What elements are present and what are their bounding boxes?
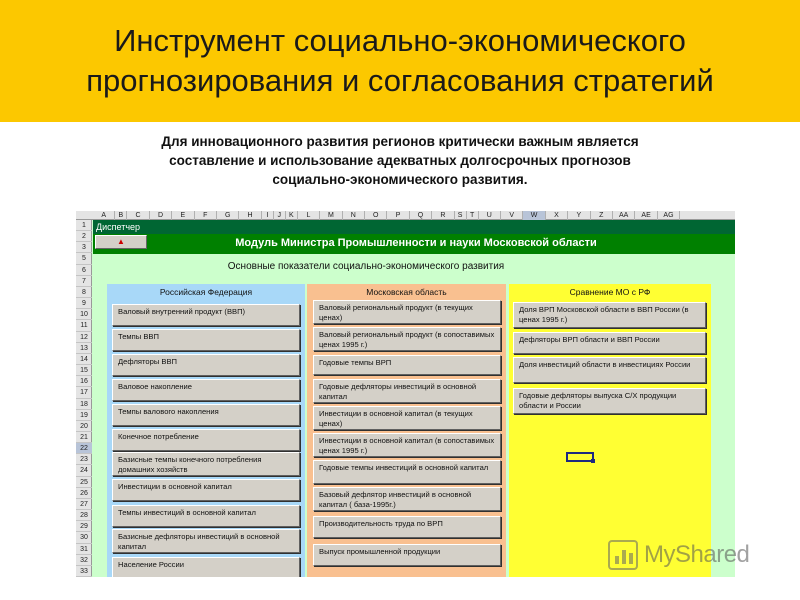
column-header[interactable]: H [239,211,261,220]
indicator-button[interactable]: Годовые дефляторы инвестиций в основной капитал [313,379,501,403]
column-header[interactable]: Q [410,211,432,220]
row-header[interactable]: 21 [76,432,92,443]
column-header[interactable]: B [115,211,127,220]
row-header[interactable]: 32 [76,555,92,566]
row-header[interactable]: 26 [76,488,92,499]
main-heading: Основные показатели социально-экономического развития [227,261,505,272]
row-header[interactable]: 16 [76,376,92,387]
dispatcher-label: Диспетчер [93,220,735,234]
row-header[interactable]: 14 [76,354,92,365]
up-arrow-button[interactable]: ▲ [95,235,147,249]
row-header[interactable]: 30 [76,532,92,543]
row-header[interactable]: 5 [76,253,92,264]
indicator-button[interactable]: Дефляторы ВВП [112,354,300,376]
indicator-button[interactable]: Конечное потребление [112,429,300,451]
column-header[interactable]: K [286,211,298,220]
row-header[interactable]: 3 [76,242,92,253]
column-header[interactable]: X [546,211,568,220]
row-headers [76,220,92,577]
panel-moscow-region [307,284,506,577]
column-header[interactable]: L [298,211,320,220]
column-header[interactable]: T [467,211,479,220]
indicator-button[interactable]: Валовый региональный продукт (в сопоставимых ценах 1995 г.) [313,327,501,351]
column-header[interactable]: F [195,211,217,220]
watermark [608,537,749,573]
column-header[interactable]: S [455,211,467,220]
watermark-text: MyShared [644,541,750,568]
column-header[interactable]: P [387,211,409,220]
column-header[interactable]: A [93,211,115,220]
column-headers [76,211,735,220]
indicator-button[interactable]: Темпы инвестиций в основной капитал [112,505,300,527]
indicator-button[interactable]: Базисные темпы конечного потребления домашних хозяйств [112,452,300,476]
intro-line: составление и использование адекватных долгосрочных прогнозов [169,153,631,168]
row-header[interactable]: 19 [76,410,92,421]
column-header[interactable]: O [365,211,387,220]
indicator-button[interactable]: Темпы валового накопления [112,404,300,426]
column-header[interactable]: Y [568,211,590,220]
indicator-button[interactable]: Инвестиции в основной капитал [112,479,300,501]
row-header[interactable]: 20 [76,421,92,432]
row-header[interactable]: 22 [76,443,92,454]
title-band [0,0,800,122]
column-header[interactable]: D [150,211,172,220]
indicator-button[interactable]: Дефляторы ВРП области и ВВП России [513,332,706,354]
indicator-button[interactable]: Инвестиции в основной капитал (в текущих ценах) [313,406,501,430]
row-header[interactable]: 8 [76,287,92,298]
indicator-button[interactable]: Доля ВРП Московской области в ВВП России (в ценах 1995 г.) [513,302,706,328]
panel-moscow-heading: Московская область [366,287,447,297]
column-header[interactable]: I [262,211,274,220]
row-header[interactable]: 17 [76,387,92,398]
row-header[interactable]: 23 [76,454,92,465]
row-header[interactable]: 31 [76,544,92,555]
column-header[interactable]: C [127,211,149,220]
row-header[interactable]: 9 [76,298,92,309]
row-header[interactable]: 28 [76,510,92,521]
column-header[interactable]: AA [613,211,635,220]
spreadsheet-window [76,211,735,577]
indicator-button[interactable]: Инвестиции в основной капитал (в сопоставимых ценах 1995 г.) [313,433,501,457]
row-header[interactable]: 29 [76,521,92,532]
column-header[interactable]: Z [591,211,613,220]
column-header[interactable]: G [217,211,239,220]
indicator-button[interactable]: Годовые дефляторы выпуска С/Х продукции области и России [513,388,706,414]
row-header[interactable]: 12 [76,332,92,343]
indicator-button[interactable]: Базовый дефлятор инвестиций в основной капитал ( база-1995г.) [313,487,501,511]
intro-text [40,132,760,189]
indicator-button[interactable]: Выпуск промышленной продукции [313,544,501,566]
row-header[interactable]: 27 [76,499,92,510]
indicator-button[interactable]: Валовый региональный продукт (в текущих ценах) [313,300,501,324]
indicator-button[interactable]: Годовые темпы ВРП [313,355,501,375]
panel-russia [107,284,305,577]
column-header[interactable]: E [172,211,194,220]
row-header[interactable]: 25 [76,477,92,488]
indicator-button[interactable]: Валовый внутренний продукт (ВВП) [112,304,300,326]
row-header[interactable]: 7 [76,276,92,287]
row-header[interactable]: 24 [76,465,92,476]
bar-chart-icon [608,540,638,570]
column-header[interactable]: M [320,211,342,220]
indicator-button[interactable]: Производительность труда по ВРП [313,516,501,538]
column-header[interactable]: V [501,211,523,220]
panel-comparison-heading: Сравнение МО с РФ [569,287,651,297]
indicator-button[interactable]: Население России [112,557,300,577]
row-header[interactable]: 2 [76,231,92,242]
column-header[interactable]: AG [658,211,680,220]
column-header[interactable]: J [274,211,286,220]
row-header[interactable]: 10 [76,309,92,320]
selected-cell[interactable] [566,452,594,462]
column-header[interactable]: R [432,211,454,220]
indicator-button[interactable]: Базисные дефляторы инвестиций в основной капитал [112,529,300,553]
row-header[interactable]: 15 [76,365,92,376]
fill-handle[interactable] [591,459,595,463]
panel-russia-heading: Российская Федерация [159,287,253,297]
column-header[interactable]: U [479,211,501,220]
column-header[interactable]: AE [635,211,657,220]
indicator-button[interactable]: Доля инвестиций области в инвестициях России [513,357,706,383]
row-header[interactable]: 1 [76,220,92,231]
row-header[interactable]: 11 [76,320,92,331]
column-header[interactable]: W [523,211,545,220]
row-header[interactable]: 13 [76,343,92,354]
module-title: Модуль Министра Промышленности и науки Московской области [235,237,597,249]
indicator-button[interactable]: Темпы ВВП [112,329,300,351]
slide-title: Инструмент социально-экономического прогнозирования и согласования стратегий [86,23,714,98]
indicator-button[interactable]: Валовое накопление [112,379,300,401]
column-header[interactable]: N [343,211,365,220]
intro-line: Для инновационного развития регионов критически важным является [161,134,639,149]
row-header[interactable]: 18 [76,399,92,410]
row-header[interactable]: 33 [76,566,92,577]
row-header[interactable]: 6 [76,265,92,276]
panel-comparison [509,284,711,577]
intro-line: социально-экономического развития. [272,172,528,187]
indicator-button[interactable]: Годовые темпы инвестиций в основной капитал [313,460,501,484]
